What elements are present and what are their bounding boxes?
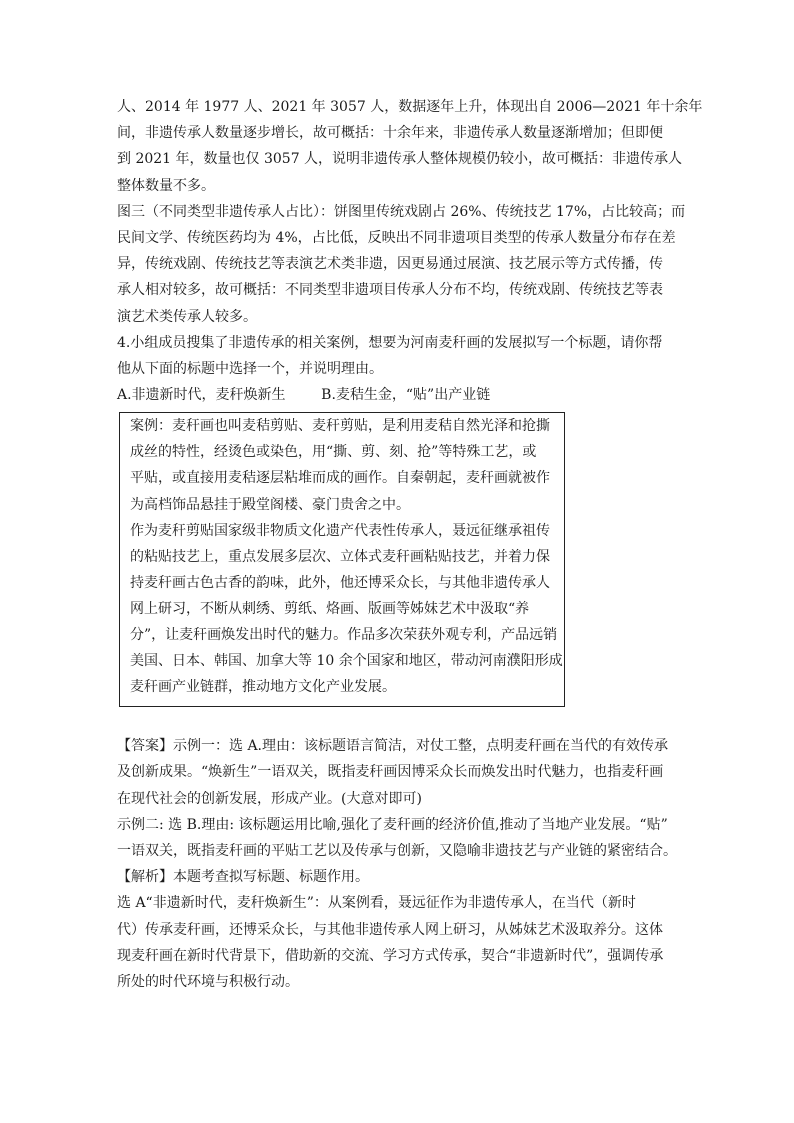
case-text-line: 网上研习，不断从刺绣、剪纸、烙画、版画等姊妹艺术中汲取“养: [130, 600, 530, 617]
answer-section: [117, 733, 687, 995]
answer-text-line: 示例二: 选 B.理由: 该标题运用比喻,强化了麦秆画的经济价值,推动了当地产业发展。“贴”: [117, 816, 668, 833]
case-text-line: 分”，让麦秆画焕发出时代的魅力。作品多次荣获外观专利，产品远销: [130, 626, 558, 643]
case-text-line: 麦秆画产业链群，推动地方文化产业发展。: [130, 679, 396, 696]
document-page: [117, 94, 703, 995]
case-text-line: 的粘贴技艺上，重点发展多层次、立体式麦秆画粘贴技艺，并着力保: [130, 548, 550, 565]
text-line: 承人相对较多，故可概括：不同类型非遗项目传承人分布不均，传统戏剧、传统技艺等表: [117, 282, 663, 299]
analysis-continuation: [117, 94, 703, 330]
answer-text-line: 【答案】示例一：选 A.理由：该标题语言简洁，对仗工整，点明麦秆画在当代的有效传承: [117, 738, 669, 755]
question-4: [117, 330, 687, 408]
text-line: 异，传统戏剧、传统技艺等表演艺术类非遗，因更易通过展演、技艺展示等方式传播，传: [117, 256, 663, 273]
title-options: A.非遗新时代，麦秆焕新生 B.麦秸生金，“贴”出产业链: [117, 387, 491, 404]
case-text-line: 持麦秆画古色古香的韵味，此外，他还博采众长，与其他非遗传承人: [130, 574, 550, 591]
text-line: 演艺术类传承人较多。: [117, 308, 257, 325]
text-line: 图三（不同类型非遗传承人占比）：饼图里传统戏剧占 26%、传统技艺 17%，占比较高；而: [117, 203, 686, 220]
case-text-line: 为高档饰品悬挂于殿堂阁楼、豪门贵舍之中。: [130, 496, 410, 513]
question-text-line: 他从下面的标题中选择一个，并说明理由。: [117, 361, 383, 378]
case-text-line: 成丝的特性，经烫色或染色，用“撕、剪、刻、抢”等特殊工艺，或: [130, 444, 537, 461]
text-line: 民间文学、传统医药均为 4%，占比低，反映出不同非遗项目类型的传承人数量分布存在差: [117, 230, 676, 247]
case-text-line: 案例：麦秆画也叫麦秸剪贴、麦秆剪贴，是利用麦秸自然光泽和抢撕: [130, 418, 550, 435]
answer-text-line: 在现代社会的创新发展，形成产业。(大意对即可): [117, 790, 422, 807]
text-line: 人、2014 年 1977 人、2021 年 3057 人，数据逐年上升，体现出自 2006—2021 年十余年: [117, 99, 703, 115]
blank-gap: [117, 707, 687, 733]
case-text-line: 作为麦秆剪贴国家级非物质文化遗产代表性传承人，聂远征继承祖传: [130, 522, 550, 539]
case-text-line: 美国、日本、韩国、加拿大等 10 余个国家和地区，带动河南濮阳形成: [130, 653, 563, 670]
answer-text-line: 及创新成果。“焕新生”一语双关，既指麦秆画因博采众长而焕发出时代魅力，也指麦秆画: [117, 764, 664, 781]
analysis-text-line: 代）传承麦秆画，还博采众长，与其他非遗传承人网上研习，从姊妹艺术汲取养分。这体: [117, 921, 663, 938]
answer-text-line: 一语双关，既指麦秆画的平贴工艺以及传承与创新，又隐喻非遗技艺与产业链的紧密结合。: [117, 843, 677, 860]
case-text-line: 平贴，或直接用麦秸逐层粘堆而成的画作。自秦朝起，麦秆画就被作: [130, 470, 550, 487]
text-line: 整体数量不多。: [117, 177, 215, 194]
analysis-text-line: 所处的时代环境与积极行动。: [117, 974, 299, 991]
text-line: 间，非遗传承人数量逐步增长，故可概括：十余年来，非遗传承人数量逐渐增加；但即便: [117, 125, 663, 142]
question-text-line: 4.小组成员搜集了非遗传承的相关案例，想要为河南麦秆画的发展拟写一个标题，请你帮: [117, 334, 663, 351]
analysis-heading-line: 【解析】本题考查拟写标题、标题作用。: [117, 869, 369, 886]
analysis-text-line: 选 A“非遗新时代，麦秆焕新生”：从案例看，聂远征作为非遗传承人，在当代（新时: [117, 895, 636, 912]
analysis-text-line: 现麦秆画在新时代背景下，借助新的交流、学习方式传承，契合“非遗新时代”，强调传承: [117, 947, 664, 964]
case-box: [119, 412, 565, 707]
text-line: 到 2021 年，数量也仅 3057 人，说明非遗传承人整体规模仍较小，故可概括：非遗传承人: [117, 151, 683, 168]
